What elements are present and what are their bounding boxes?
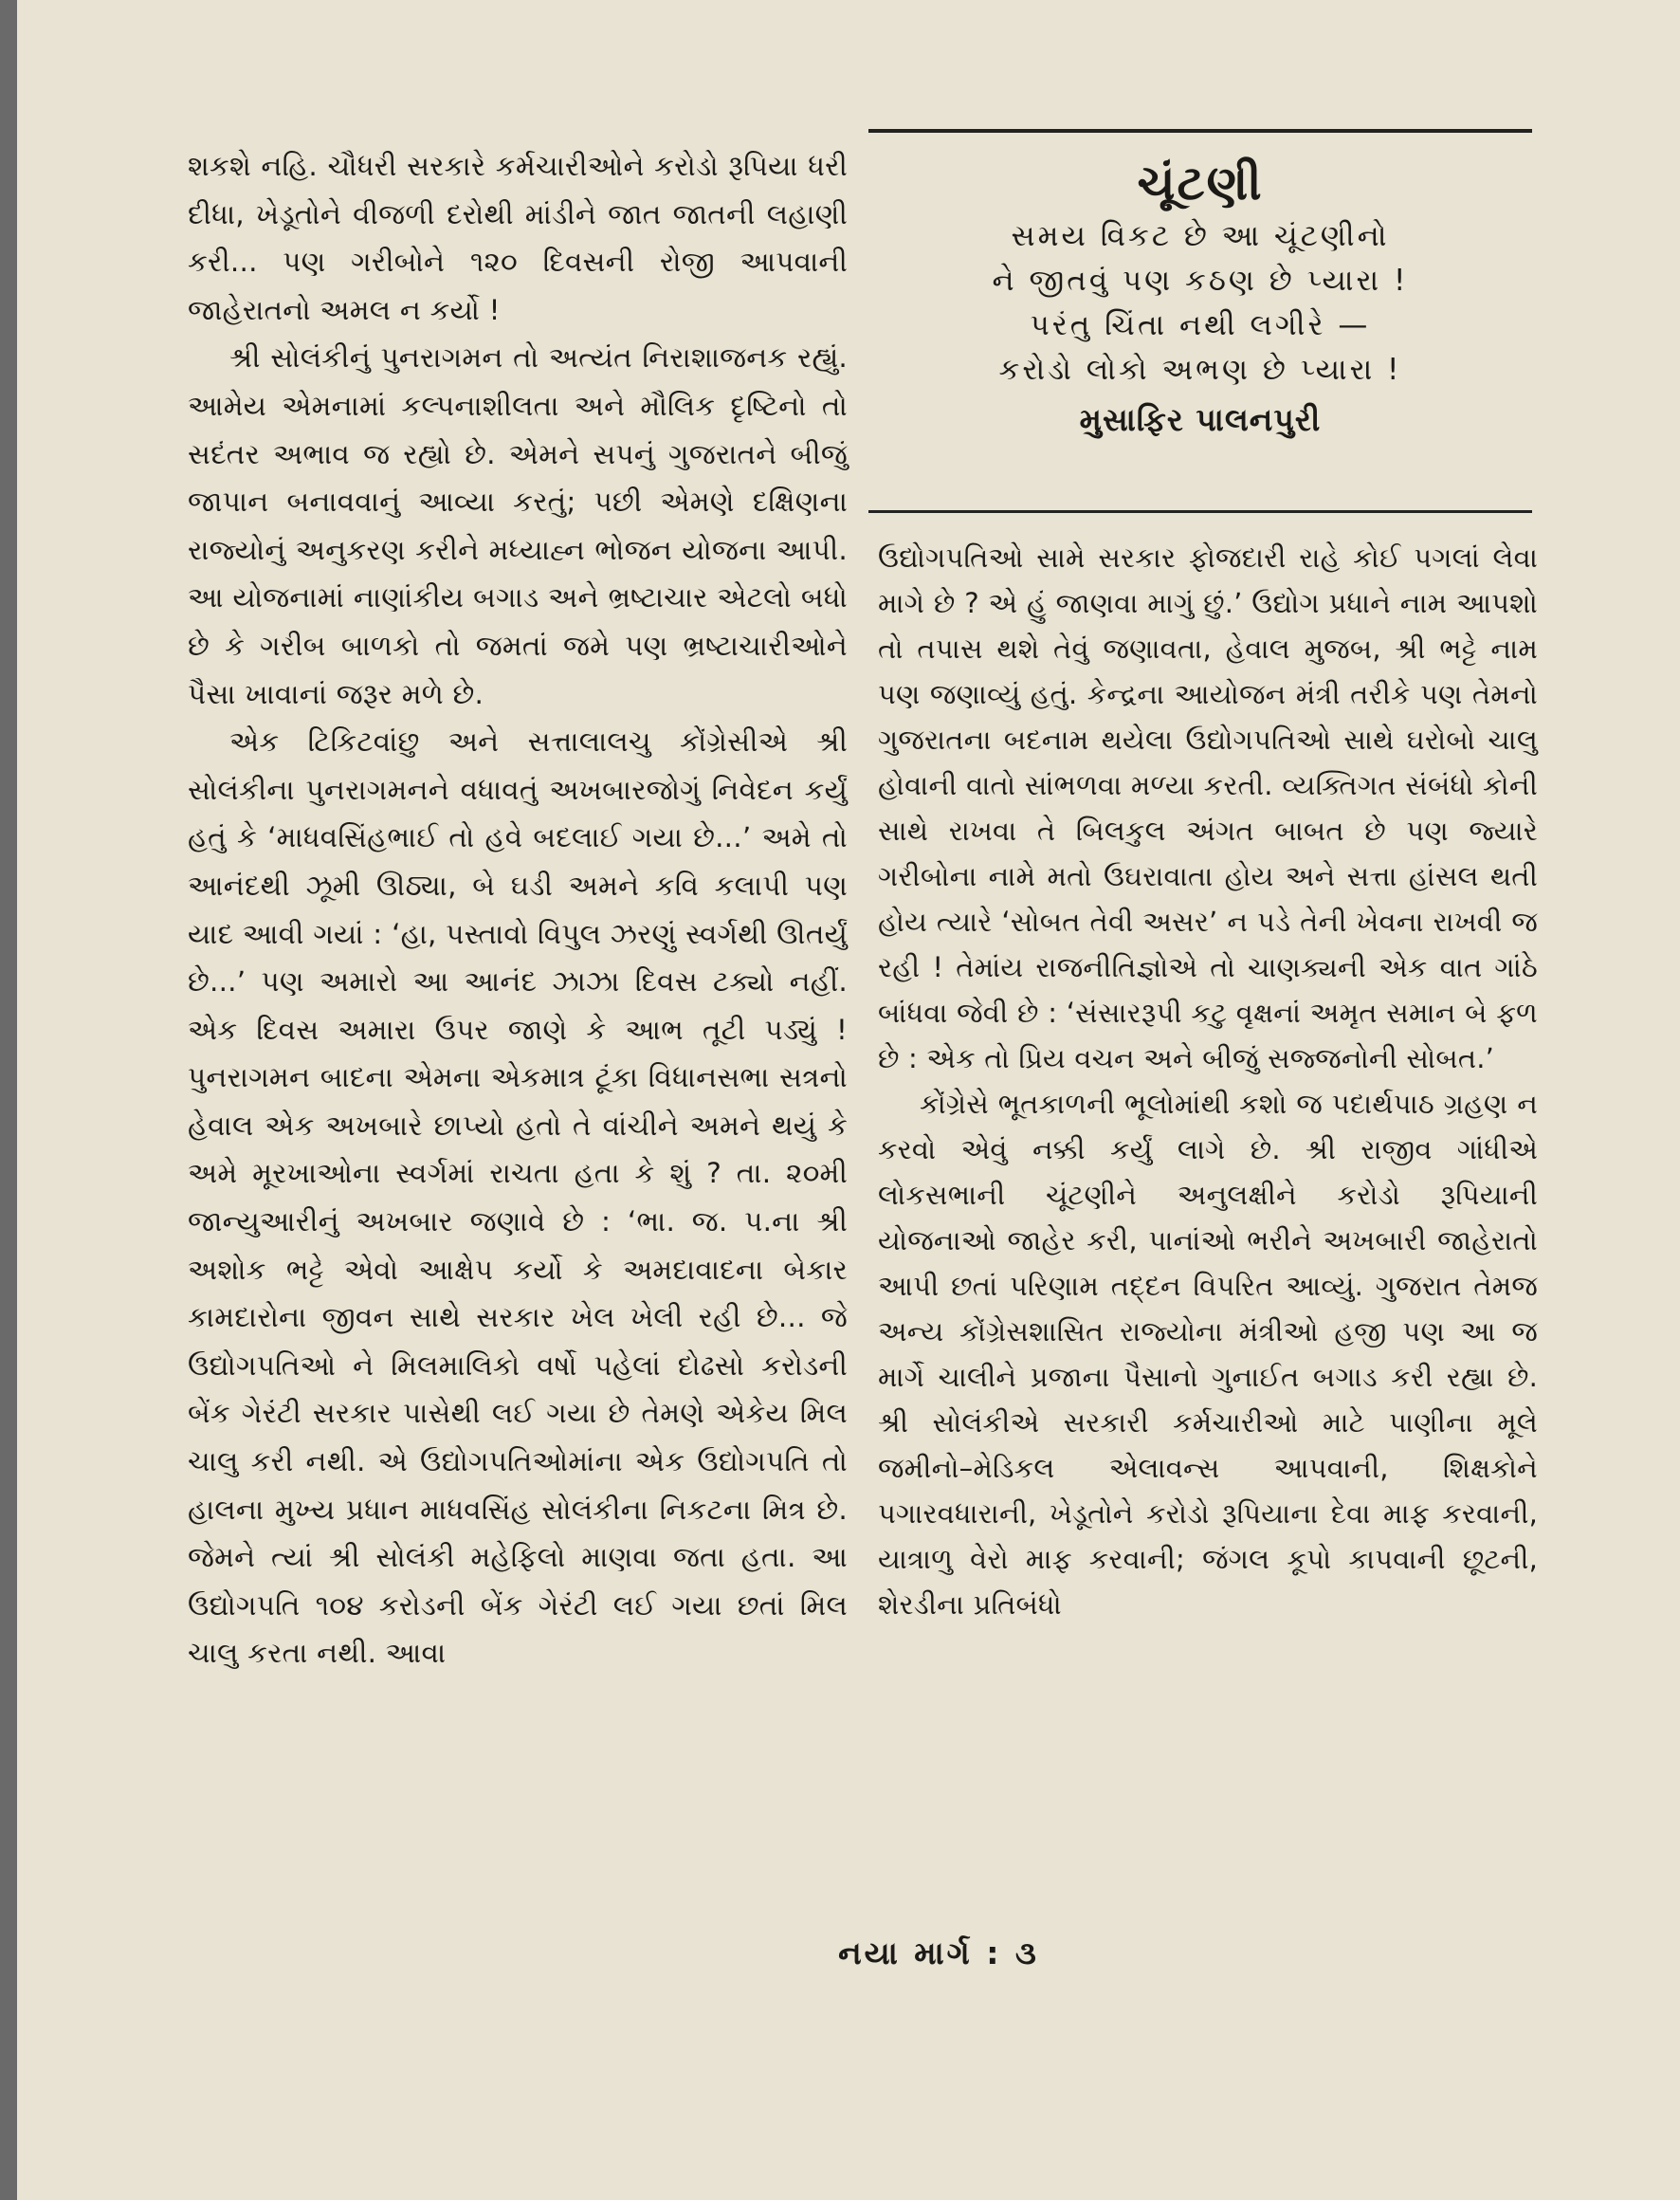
poem-box bbox=[868, 152, 1532, 448]
top-rule bbox=[868, 129, 1532, 133]
poem-title: ચૂંટણી bbox=[1137, 156, 1264, 211]
paragraph: કોંગ્રેસે ભૂતકાળની ભૂલોમાંથી કશો જ પદાર્થપાઠ ગ્રહણ ન કરવો એવું નક્કી કર્યું લાગે છે. શ્રી રાજીવ ગાંધીએ લોકસભાની ચૂંટણીને અનુલક્ષીને કરોડો રૂપિયાની યોજનાઓ જાહેર કરી, પાનાંઓ ભરીને અખબારી જાહેરાતો આપી છતાં પરિણામ તદ્દન વિપરિત આવ્યું. ગુજરાત તેમજ અન્ય કોંગ્રેસશાસિત રાજ્યોના મંત્રીઓ હજી પણ આ જ માર્ગે ચાલીને પ્રજાના પૈસાનો ગુનાઈત બગાડ કરી રહ્યા છે. શ્રી સોલંકીએ સરકારી કર્મચારીઓ માટે પાણીના મૂલે જમીનો–મેડિકલ એલાવન્સ આપવાની, શિક્ષકોને પગારવધારાની, ખેડૂતોને કરોડો રૂપિયાના દેવા માફ કરવાની, યાત્રાળુ વેરો માફ કરવાની; જંગલ કૂપો કાપવાની છૂટની, શેરડીના પ્રતિબંધો bbox=[878, 1088, 1538, 1621]
right-column bbox=[878, 535, 1538, 1627]
magazine-page bbox=[17, 0, 1680, 2200]
poem-author: મુસાફિર પાલનપુરી bbox=[1079, 401, 1322, 438]
left-column bbox=[188, 142, 848, 1678]
poem-line: ને જીતવું પણ કઠણ છે પ્યારા ! bbox=[992, 264, 1409, 298]
poem-line: કરોડો લોકો અભણ છે પ્યારા ! bbox=[998, 353, 1402, 387]
paragraph: શકશે નહિ. ચૌધરી સરકારે કર્મચારીઓને કરોડો રૂપિયા ધરી દીધા, ખેડૂતોને વીજળી દરોથી માંડીને જાત જાતની લહાણી કરી... પણ ગરીબોને ૧૨૦ દિવસની રોજી આપવાની જાહેરાતનો અમલ ન કર્યો ! bbox=[188, 150, 848, 326]
section-rule bbox=[868, 510, 1532, 513]
poem-line: સમય વિકટ છે આ ચૂંટણીનો bbox=[1011, 219, 1390, 253]
paragraph: શ્રી સોલંકીનું પુનરાગમન તો અત્યંત નિરાશાજનક રહ્યું. આમેય એમનામાં કલ્પનાશીલતા અને મૌલિક દૃષ્ટિનો તો સદંતર અભાવ જ રહ્યો છે. એમને સપનું ગુજરાતને બીજું જાપાન બનાવવાનું આવ્યા કરતું; પછી એમણે દક્ષિણના રાજ્યોનું અનુકરણ કરીને મધ્યાહ્ન ભોજન યોજના આપી. આ યોજનામાં નાણાંકીય બગાડ અને ભ્રષ્ટાચાર એટલો બધો છે કે ગરીબ બાળકો તો જમતાં જમે પણ ભ્રષ્ટાચારીઓને પૈસા ખાવાનાં જરૂર મળે છે. bbox=[188, 341, 848, 710]
page-footer: નયા માર્ગ : ૩ bbox=[838, 1934, 1039, 1971]
paragraph: ઉદ્યોગપતિઓ સામે સરકાર ફોજદારી રાહે કોઈ પગલાં લેવા માગે છે ? એ હું જાણવા માગું છું.’ ઉદ્યોગ પ્રધાને નામ આપશો તો તપાસ થશે તેવું જણાવતા, હેવાલ મુજબ, શ્રી ભટ્ટે નામ પણ જણાવ્યું હતું. કેન્દ્રના આયોજન મંત્રી તરીકે પણ તેમનો ગુજરાતના બદનામ થયેલા ઉદ્યોગપતિઓ સાથે ઘરોબો ચાલુ હોવાની વાતો સાંભળવા મળ્યા કરતી. વ્યક્તિગત સંબંધો કોની સાથે રાખવા તે બિલકુલ અંગત બાબત છે પણ જ્યારે ગરીબોના નામે મતો ઉઘરાવાતા હોય અને સત્તા હાંસલ થતી હોય ત્યારે ‘સોબત તેવી અસર’ ન પડે તેની ખેવના રાખવી જ રહી ! તેમાંય રાજનીતિજ્ઞોએ તો ચાણક્યની એક વાત ગાંઠે બાંધવા જેવી છે : ‘સંસારરૂપી કટુ વૃક્ષનાં અમૃત સમાન બે ફળ છે : એક તો પ્રિય વચન અને બીજું સજ્જનોની સોબત.’ bbox=[878, 541, 1538, 1074]
paragraph: એક ટિકિટવાંછુ અને સત્તાલાલચુ કોંગ્રેસીએ શ્રી સોલંકીના પુનરાગમનને વધાવતું અખબારજોગું નિવેદન કર્યું હતું કે ‘માધવસિંહભાઈ તો હવે બદલાઈ ગયા છે...’ અમે તો આનંદથી ઝૂમી ઊઠ્યા, બે ઘડી અમને કવિ કલાપી પણ યાદ આવી ગયાં : ‘હા, પસ્તાવો વિપુલ ઝરણું સ્વર્ગથી ઊતર્યું છે...’ પણ અમારો આ આનંદ ઝાઝા દિવસ ટક્યો નહીં. એક દિવસ અમારા ઉપર જાણે કે આભ તૂટી પડ્યું ! પુનરાગમન બાદના એમના એકમાત્ર ટૂંકા વિધાનસભા સત્રનો હેવાલ એક અખબારે છાપ્યો હતો તે વાંચીને અમને થયું કે અમે મૂરખાઓના સ્વર્ગમાં રાચતા હતા કે શું ? તા. ૨૦મી જાન્યુઆરીનું અખબાર જણાવે છે : ‘ભા. જ. પ.ના શ્રી અશોક ભટ્ટે એવો આક્ષેપ કર્યો કે અમદાવાદના બેકાર કામદારોના જીવન સાથે સરકાર ખેલ ખેલી રહી છે... જે ઉદ્યોગપતિઓ ને મિલમાલિકો વર્ષો પહેલાં દોઢસો કરોડની બેંક ગેરંટી સરકાર પાસેથી લઈ ગયા છે તેમણે એકેય મિલ ચાલુ કરી નથી. એ ઉદ્યોગપતિઓમાંના એક ઉદ્યોગપતિ તો હાલના મુખ્ય પ્રધાન માધવસિંહ સોલંકીના નિકટના મિત્ર છે. જેમને ત્યાં શ્રી સોલંકી મહેફિલો માણવા જતા હતા. આ ઉદ્યોગપતિ ૧૦૪ કરોડની બેંક ગેરંટી લઈ ગયા છતાં મિલ ચાલુ કરતા નથી. આવા bbox=[188, 725, 848, 1670]
poem-line: પરંતુ ચિંતા નથી લગીરે — bbox=[1030, 308, 1371, 342]
